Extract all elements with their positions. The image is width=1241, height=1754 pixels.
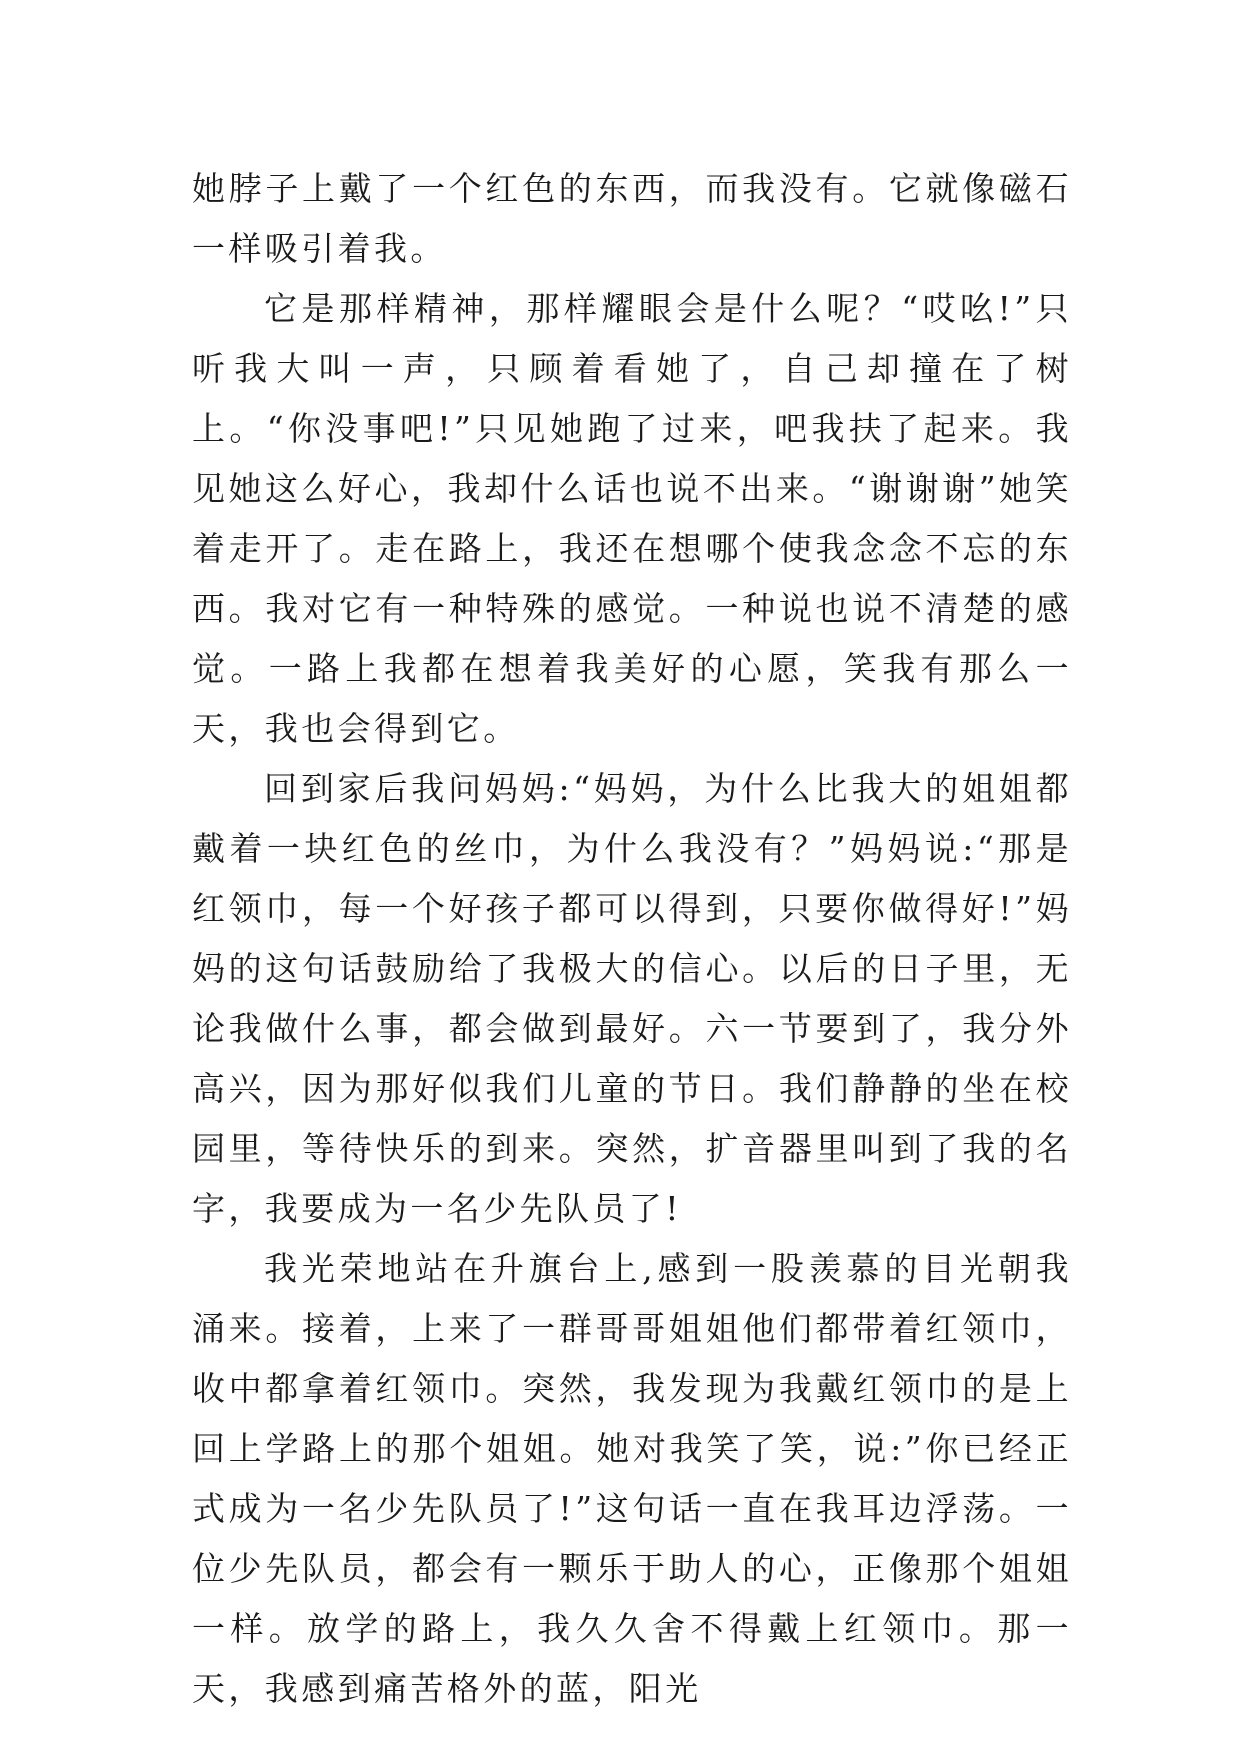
essay-body xyxy=(192,159,1072,1719)
paragraph-2: 它是那样精神，那样耀眼会是什么呢？“哎吆!”只听我大叫一声，只顾着看她了，自己却撞在了树上。“你没事吧!”只见她跑了过来，吧我扶了起来。我见她这么好心，我却什么话也说不出来。“谢谢谢”她笑着走开了。走在路上，我还在想哪个使我念念不忘的东西。我对它有一种特殊的感觉。一种说也说不清楚的感觉。一路上我都在想着我美好的心愿，笑我有那么一天，我也会得到它。 xyxy=(192,289,1072,748)
paragraph-4: 我光荣地站在升旗台上,感到一股羡慕的目光朝我涌来。接着，上来了一群哥哥姐姐他们都带着红领巾，收中都拿着红领巾。突然，我发现为我戴红领巾的是上回上学路上的那个姐姐。她对我笑了笑，说:”你已经正式成为一名少先队员了!”这句话一直在我耳边浮荡。一位少先队员，都会有一颗乐于助人的心，正像那个姐姐一样。放学的路上，我久久舍不得戴上红领巾。那一天，我感到痛苦格外的蓝，阳光 xyxy=(192,1249,1072,1708)
paragraph-1: 她脖子上戴了一个红色的东西，而我没有。它就像磁石一样吸引着我。 xyxy=(192,169,1072,268)
paragraph-3: 回到家后我问妈妈:“妈妈，为什么比我大的姐姐都戴着一块红色的丝巾，为什么我没有？”妈妈说:“那是红领巾，每一个好孩子都可以得到，只要你做得好!”妈妈的这句话鼓励给了我极大的信心。以后的日子里，无论我做什么事，都会做到最好。六一节要到了，我分外高兴，因为那好似我们儿童的节日。我们静静的坐在校园里，等待快乐的到来。突然，扩音器里叫到了我的名字，我要成为一名少先队员了! xyxy=(192,769,1072,1228)
